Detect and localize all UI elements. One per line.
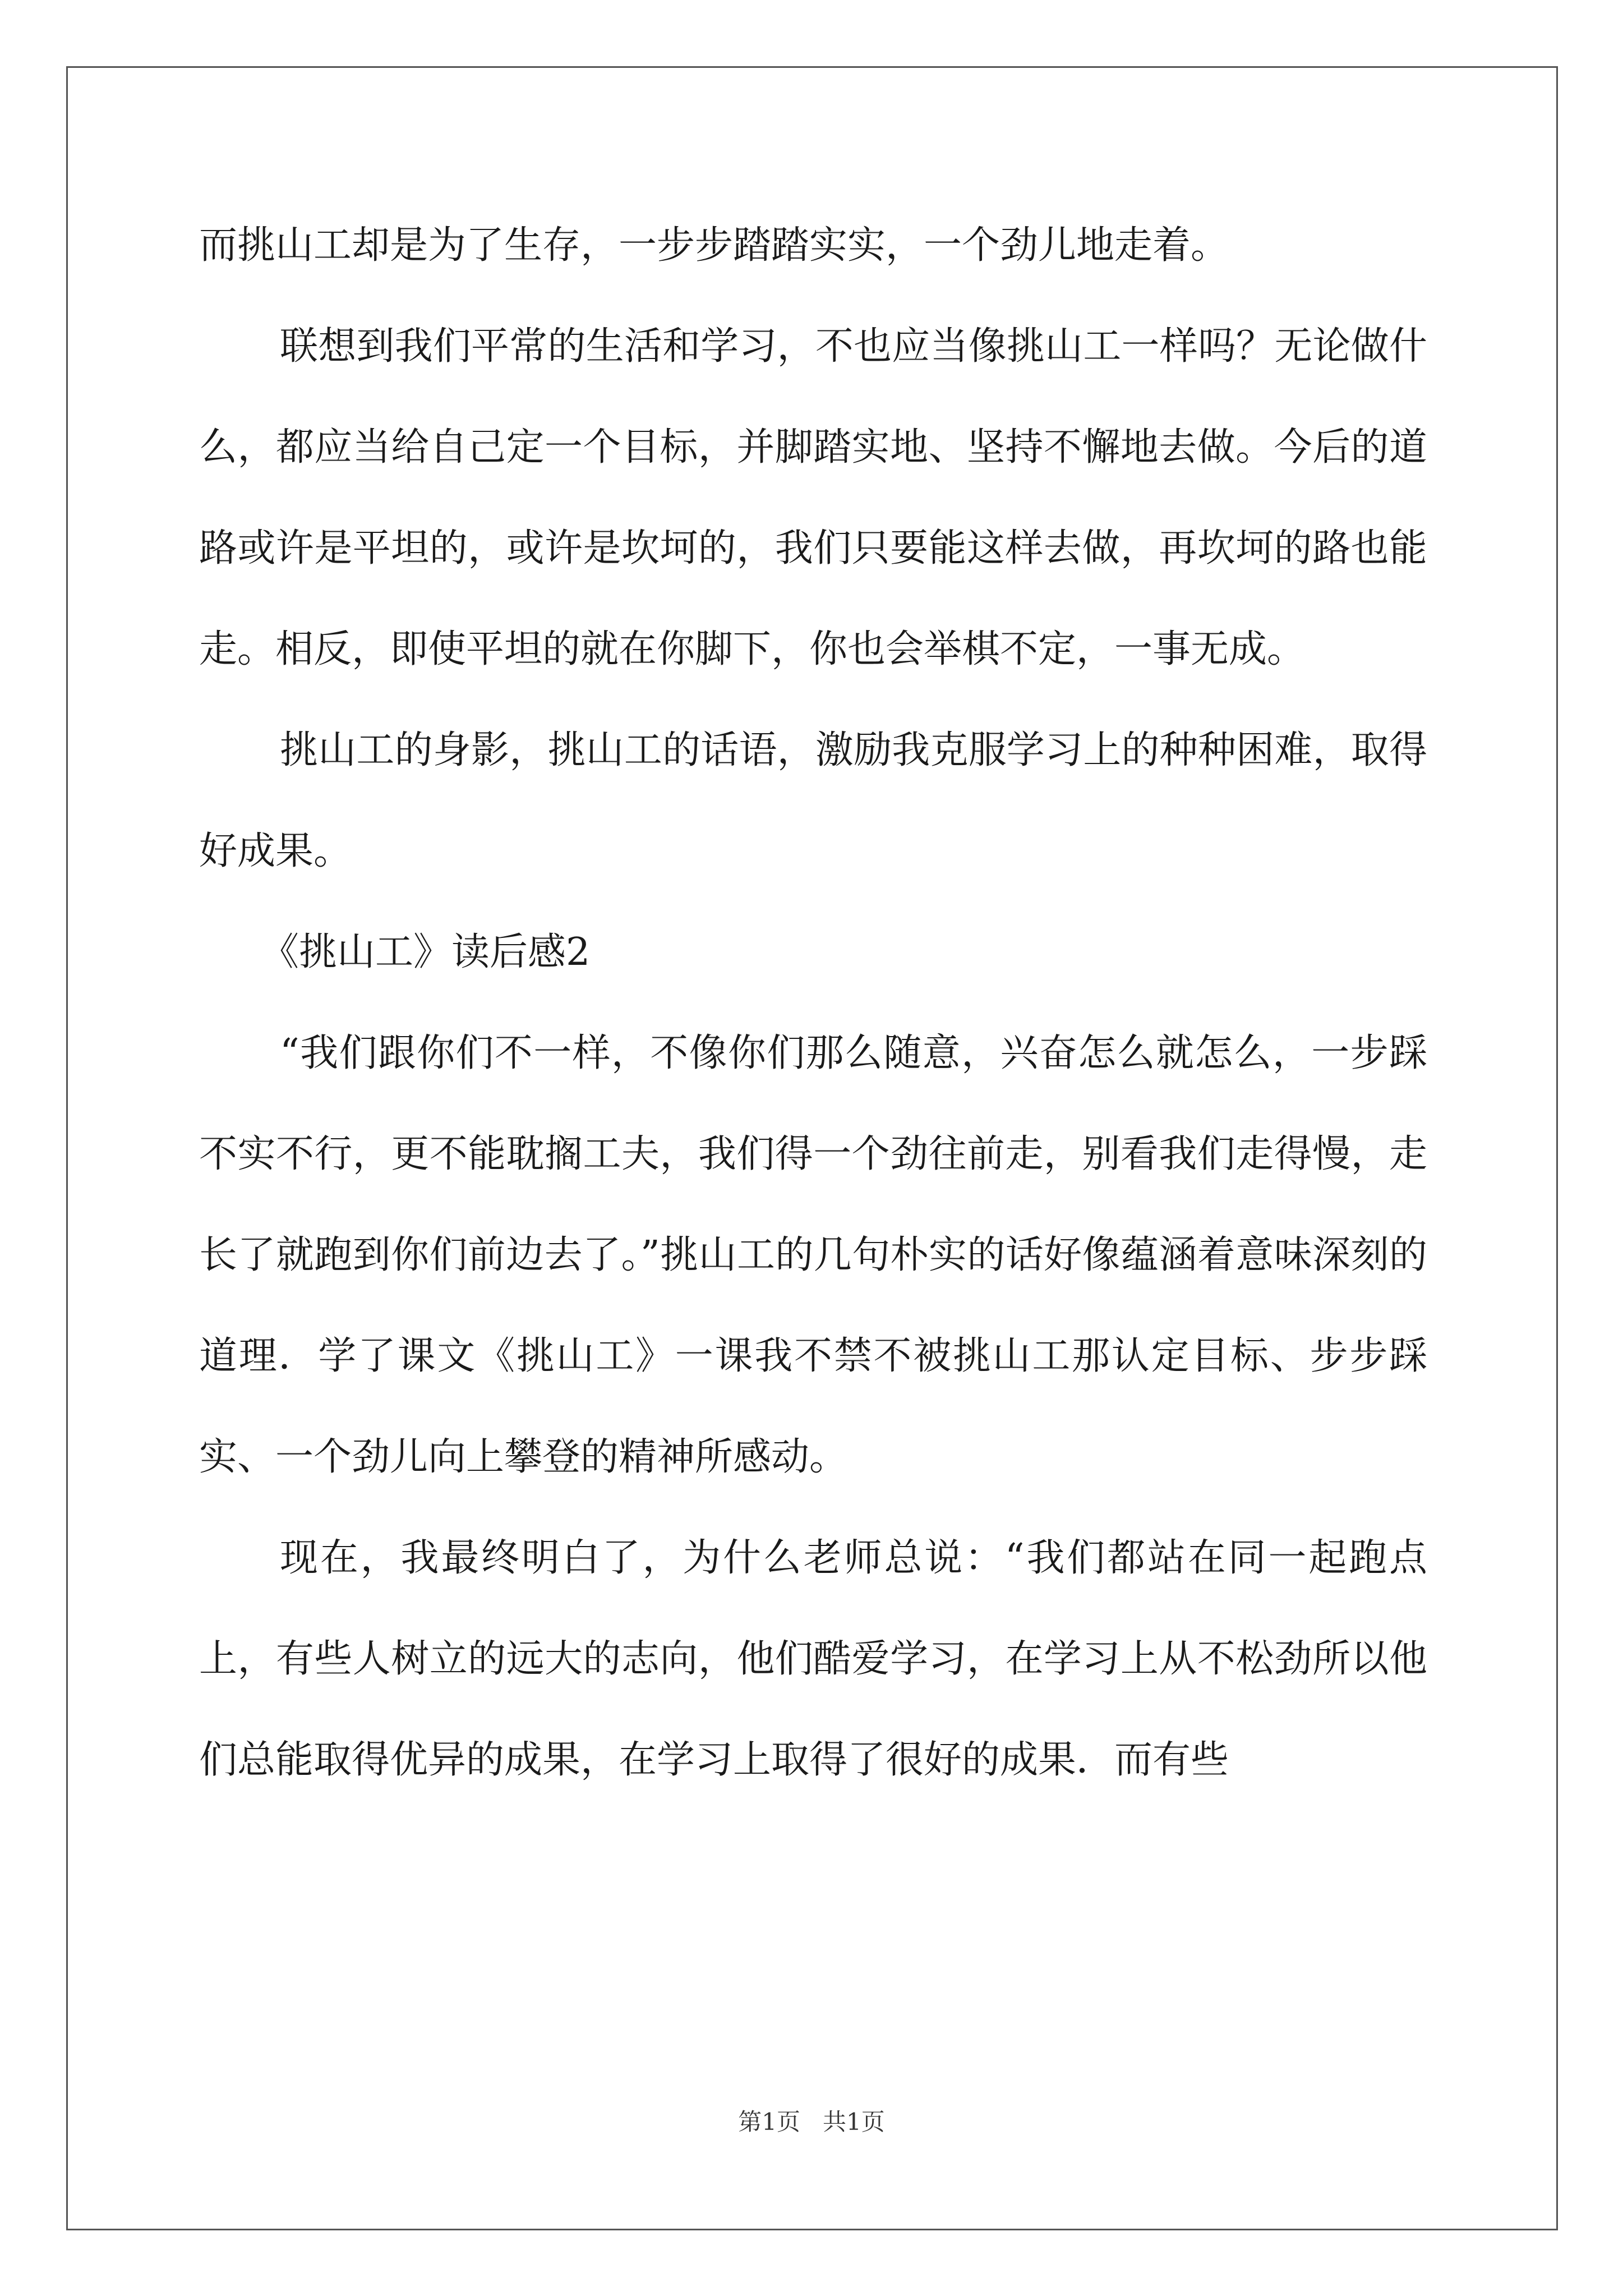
paragraph-2: 联想到我们平常的生活和学习，不也应当像挑山工一样吗？无论做什么，都应当给自己定一个目标，并脚踏实地、坚持不懈地去做。今后的道路或许是平坦的，或许是坎坷的，我们只要能这样去做，再坎坷的路也能走。相反，即使平坦的就在你脚下，你也会举棋不定，一事无成。 bbox=[199, 324, 1427, 671]
paragraph-1: 而挑山工却是为了生存，一步步踏踏实实，一个劲儿地走着。 bbox=[199, 223, 1229, 268]
page-footer bbox=[0, 2104, 1623, 2137]
page-total: 共1页 bbox=[823, 2108, 885, 2136]
page-number: 第1页 bbox=[738, 2108, 800, 2136]
section-heading: 《挑山工》读后感2 bbox=[261, 930, 591, 974]
paragraph-4: “我们跟你们不一样，不像你们那么随意，兴奋怎么就怎么，一步踩不实不行，更不能耽搁工夫，我们得一个劲往前走，别看我们走得慢，走长了就跑到你们前边去了。”挑山工的几句朴实的话好像蕴涵着意味深刻的道理．学了课文《挑山工》一课我不禁不被挑山工那认定目标、步步踩实、一个劲儿向上攀登的精神所感动。 bbox=[199, 1031, 1427, 1479]
document-body bbox=[199, 195, 1427, 1811]
paragraph-3: 挑山工的身影，挑山工的话语，激励我克服学习上的种种困难，取得好成果。 bbox=[199, 728, 1427, 873]
paragraph-5: 现在，我最终明白了，为什么老师总说：“我们都站在同一起跑点上，有些人树立的远大的志向，他们酷爱学习，在学习上从不松劲所以他们总能取得优异的成果，在学习上取得了很好的成果．而有些 bbox=[199, 1536, 1427, 1782]
